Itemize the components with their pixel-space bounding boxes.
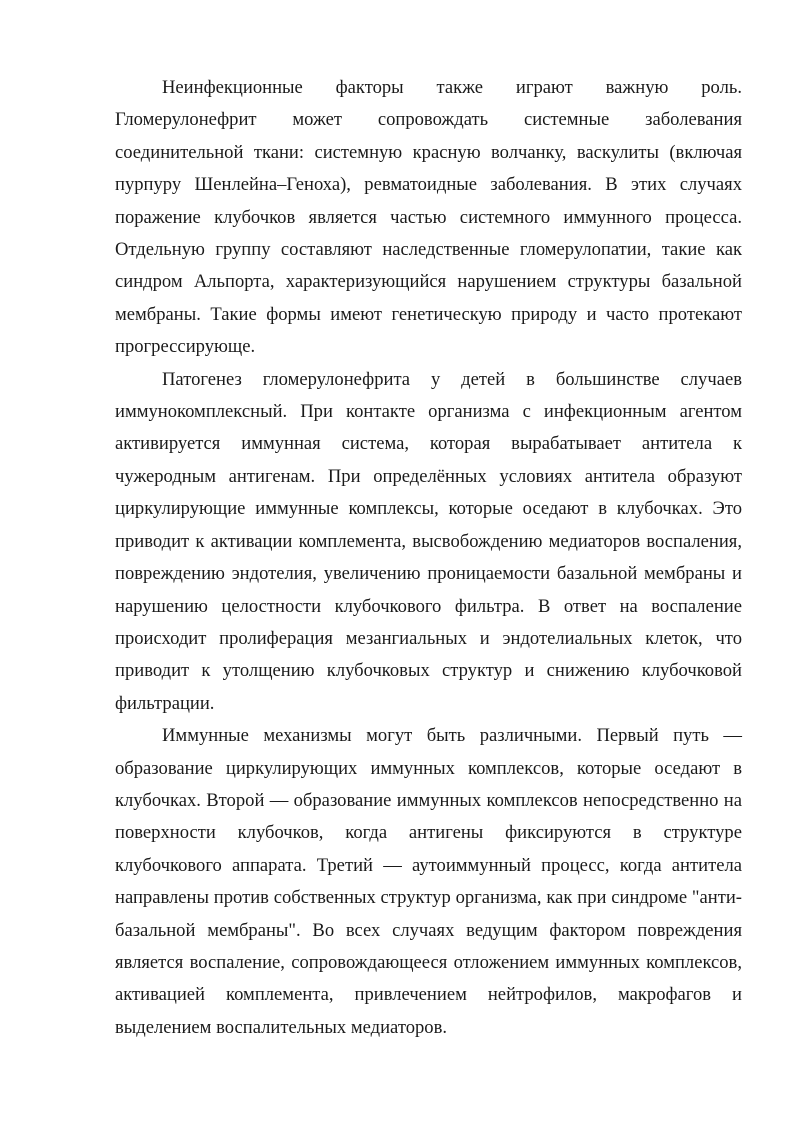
paragraph-pathogenesis: Патогенез гломерулонефрита у детей в большинстве случаев иммунокомплексный. При контакте организма с инфекционным агентом активируется иммунная система, которая вырабатывает антитела к чужеродным антигенам. При определённых условиях антитела образуют циркулирующие иммунные комплексы, которые оседают в клубочках. Это приводит к активации комплемента, высвобождению медиаторов воспаления, повреждению эндотелия, увеличению проницаемости базальной мембраны и нарушению целостности клубочкового фильтра. В ответ на воспаление происходит пролиферация мезангиальных и эндотелиальных клеток, что приводит к утолщению клубочковых структур и снижению клубочковой фильтрации. xyxy=(115,368,742,714)
paragraph-immune-mechanisms: Иммунные механизмы могут быть различными. Первый путь — образование циркулирующих иммунных комплексов, которые оседают в клубочках. Второй — образование иммунных комплексов непосредственно на поверхности клубочков, когда антигены фиксируются в структуре клубочкового аппарата. Третий — аутоиммунный процесс, когда антитела направлены против собственных структур организма, как при синдроме "анти-базальной мембраны". Во всех случаях ведущим фактором повреждения является воспаление, сопровождающееся отложением иммунных комплексов, активацией комплемента, привлечением нейтрофилов, макрофагов и выделением воспалительных медиаторов. xyxy=(115,725,742,1038)
paragraph-non-infectious-factors: Неинфекционные факторы также играют важную роль. Гломерулонефрит может сопровождать системные заболевания соединительной ткани: системную красную волчанку, васкулиты (включая пурпуру Шенлейна–Геноха), ревматоидные заболевания. В этих случаях поражение клубочков является частью системного иммунного процесса. Отдельную группу составляют наследственные гломерулопатии, такие как синдром Альпорта, характеризующийся нарушением структуры базальной мембраны. Такие формы имеют генетическую природу и часто протекают прогрессирующе. xyxy=(115,77,742,358)
document-body xyxy=(115,72,742,1044)
